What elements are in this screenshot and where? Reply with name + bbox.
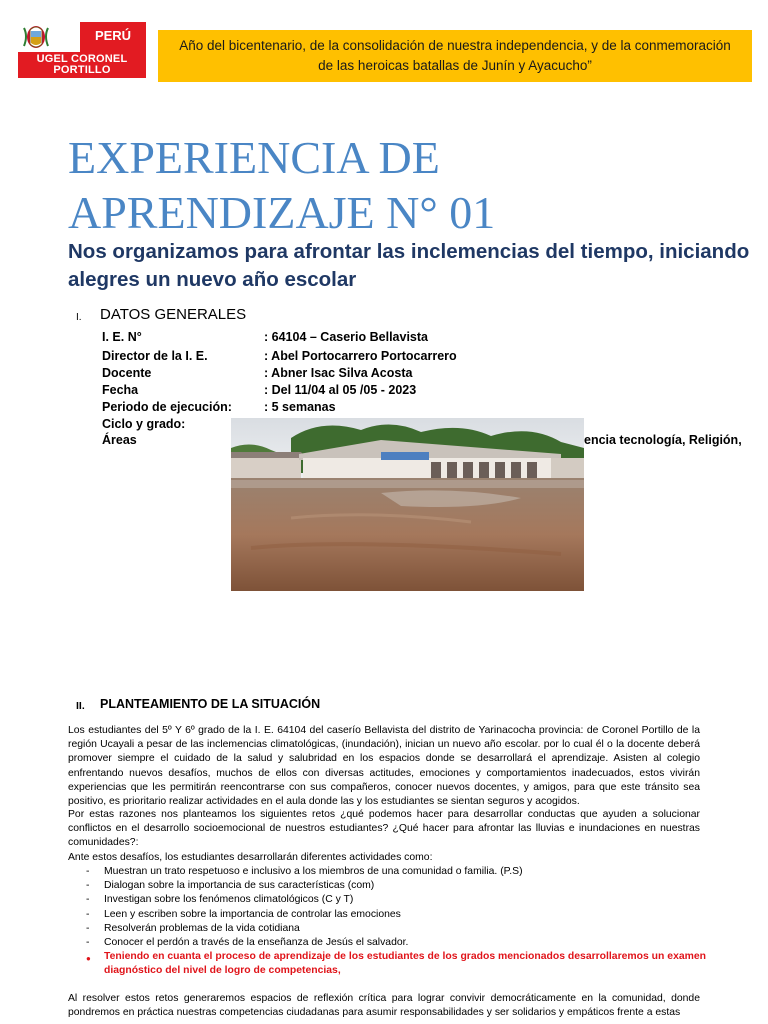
highlight-item-text: Teniendo en cuanta el proceso de aprendizaje de los estudiantes de los grados mencionados desarrollaremos un examen diagnóstico del nivel de logro de competencias,	[104, 951, 706, 977]
data-value: encia tecnología, Religión,	[584, 433, 742, 447]
dash-bullet: -	[86, 880, 90, 892]
year-banner	[158, 30, 752, 82]
data-value: : 64104 – Caserio Bellavista	[264, 330, 428, 344]
data-label: Áreas	[102, 433, 137, 447]
highlight-item	[86, 950, 706, 978]
list-item-text: Leen y escriben sobre la importancia de controlar las emociones	[104, 908, 401, 920]
situation-paragraph-4: Al resolver estos retos generaremos espacios de reflexión crítica para lograr convivir democráticamente en la comunidad, donde pondremos en práctica nuestras competencias ciudadanas para asumir responsabilidades y ser solidarios y empáticos frente a estas	[68, 993, 700, 1019]
page-title	[68, 130, 688, 240]
situation-paragraph-2: Por estas razones nos planteamos los siguientes retos ¿qué podemos hacer para desarrollar conductas que ayuden a solucionar conflictos en el desarrollo socioemocional de nuestros estudiantes? ¿Qué hacer para afrontar las lluvias e inundaciones en nuestras comunidades?:	[68, 809, 700, 849]
title-line2: APRENDIZAJE N° 01	[68, 187, 496, 238]
year-banner-text: Año del bicentenario, de la consolidación de nuestra independencia, y de la conmemoración de las heroicas batallas de Junín y Ayacucho”	[179, 38, 731, 73]
section1-number: I.	[76, 312, 82, 323]
data-value: : 5 semanas	[264, 400, 336, 414]
flooded-school-photo	[231, 418, 584, 591]
data-value: : Abel Portocarrero Portocarrero	[264, 349, 457, 363]
dot-bullet-icon: ●	[86, 954, 91, 964]
dash-bullet: -	[86, 922, 90, 934]
ugel-logo	[18, 22, 146, 82]
data-label: Ciclo y grado:	[102, 417, 186, 431]
logo-country-label: PERÚ	[80, 22, 146, 52]
data-label: I. E. N°	[102, 330, 142, 344]
dash-bullet: -	[86, 908, 90, 920]
section2-title: PLANTEAMIENTO DE LA SITUACIÓN	[100, 697, 321, 711]
logo-org-name	[18, 54, 146, 76]
page-subtitle: Nos organizamos para afrontar las inclemencias del tiempo, iniciando alegres un nuevo año escolar	[68, 240, 750, 291]
data-label: Docente	[102, 366, 152, 380]
data-value: : Del 11/04 al 05 /05 - 2023	[264, 383, 417, 397]
list-item	[86, 908, 706, 922]
list-item	[86, 893, 706, 907]
situation-paragraph-1: Los estudiantes del 5º Y 6º grado de la I. E. 64104 del caserío Bellavista del distrito de Yarinacocha provincia: de Coronel Portillo de la región Ucayali a pesar de las inclemencias climatológicas, (inundación), inician un nuevo año escolar. por lo cual él o la docente deberá promover siempre el cuidado de la salud y salubridad en los espacios donde se desarrollará el aprendizaje. Asisten al colegio enfrentando nuevos desafíos, muchos de ellos con diversas actitudes, emociones y comportamientos inadecuados, estos vivirán experiencias que les permitirán reencontrarse con sus compañeros, conocer nuevos docentes, y amigos, para que este tránsito sea positivo, es prioritario realizar actividades en el aula donde las y los estudiantes se sientan seguros y acogidos.	[68, 725, 700, 808]
title-line1: EXPERIENCIA DE	[68, 132, 440, 183]
flood-photo-image	[231, 418, 584, 591]
list-item-text: Dialogan sobre la importancia de sus características (com)	[104, 880, 375, 892]
list-item	[86, 865, 706, 879]
logo-org-line1: UGEL CORONEL	[36, 53, 128, 65]
section1-title: DATOS GENERALES	[100, 306, 247, 323]
list-item-text: Resolverán problemas de la vida cotidiana	[104, 922, 300, 934]
list-item	[86, 936, 706, 950]
list-item-text: Muestran un trato respetuoso e inclusivo a los miembros de una comunidad o familia. (P.S)	[104, 866, 523, 877]
data-value: : Abner Isac Silva Acosta	[264, 366, 413, 380]
data-label: Periodo de ejecución:	[102, 400, 232, 414]
dash-bullet: -	[86, 937, 90, 949]
list-item	[86, 922, 706, 936]
data-label: Fecha	[102, 383, 139, 397]
activities-list	[86, 865, 706, 979]
list-item-text: Conocer el perdón a través de la enseñanza de Jesús el salvador.	[104, 937, 409, 949]
dash-bullet: -	[86, 894, 90, 906]
section2-number: II.	[76, 700, 85, 712]
list-item	[86, 879, 706, 893]
situation-paragraph-3: Ante estos desafíos, los estudiantes desarrollarán diferentes actividades como:	[68, 852, 433, 863]
logo-org-line2: PORTILLO	[53, 64, 111, 76]
dash-bullet: -	[86, 866, 90, 877]
list-item-text: Investigan sobre los fenómenos climatológicos (C y T)	[104, 894, 354, 906]
data-label: Director de la I. E.	[102, 349, 208, 363]
